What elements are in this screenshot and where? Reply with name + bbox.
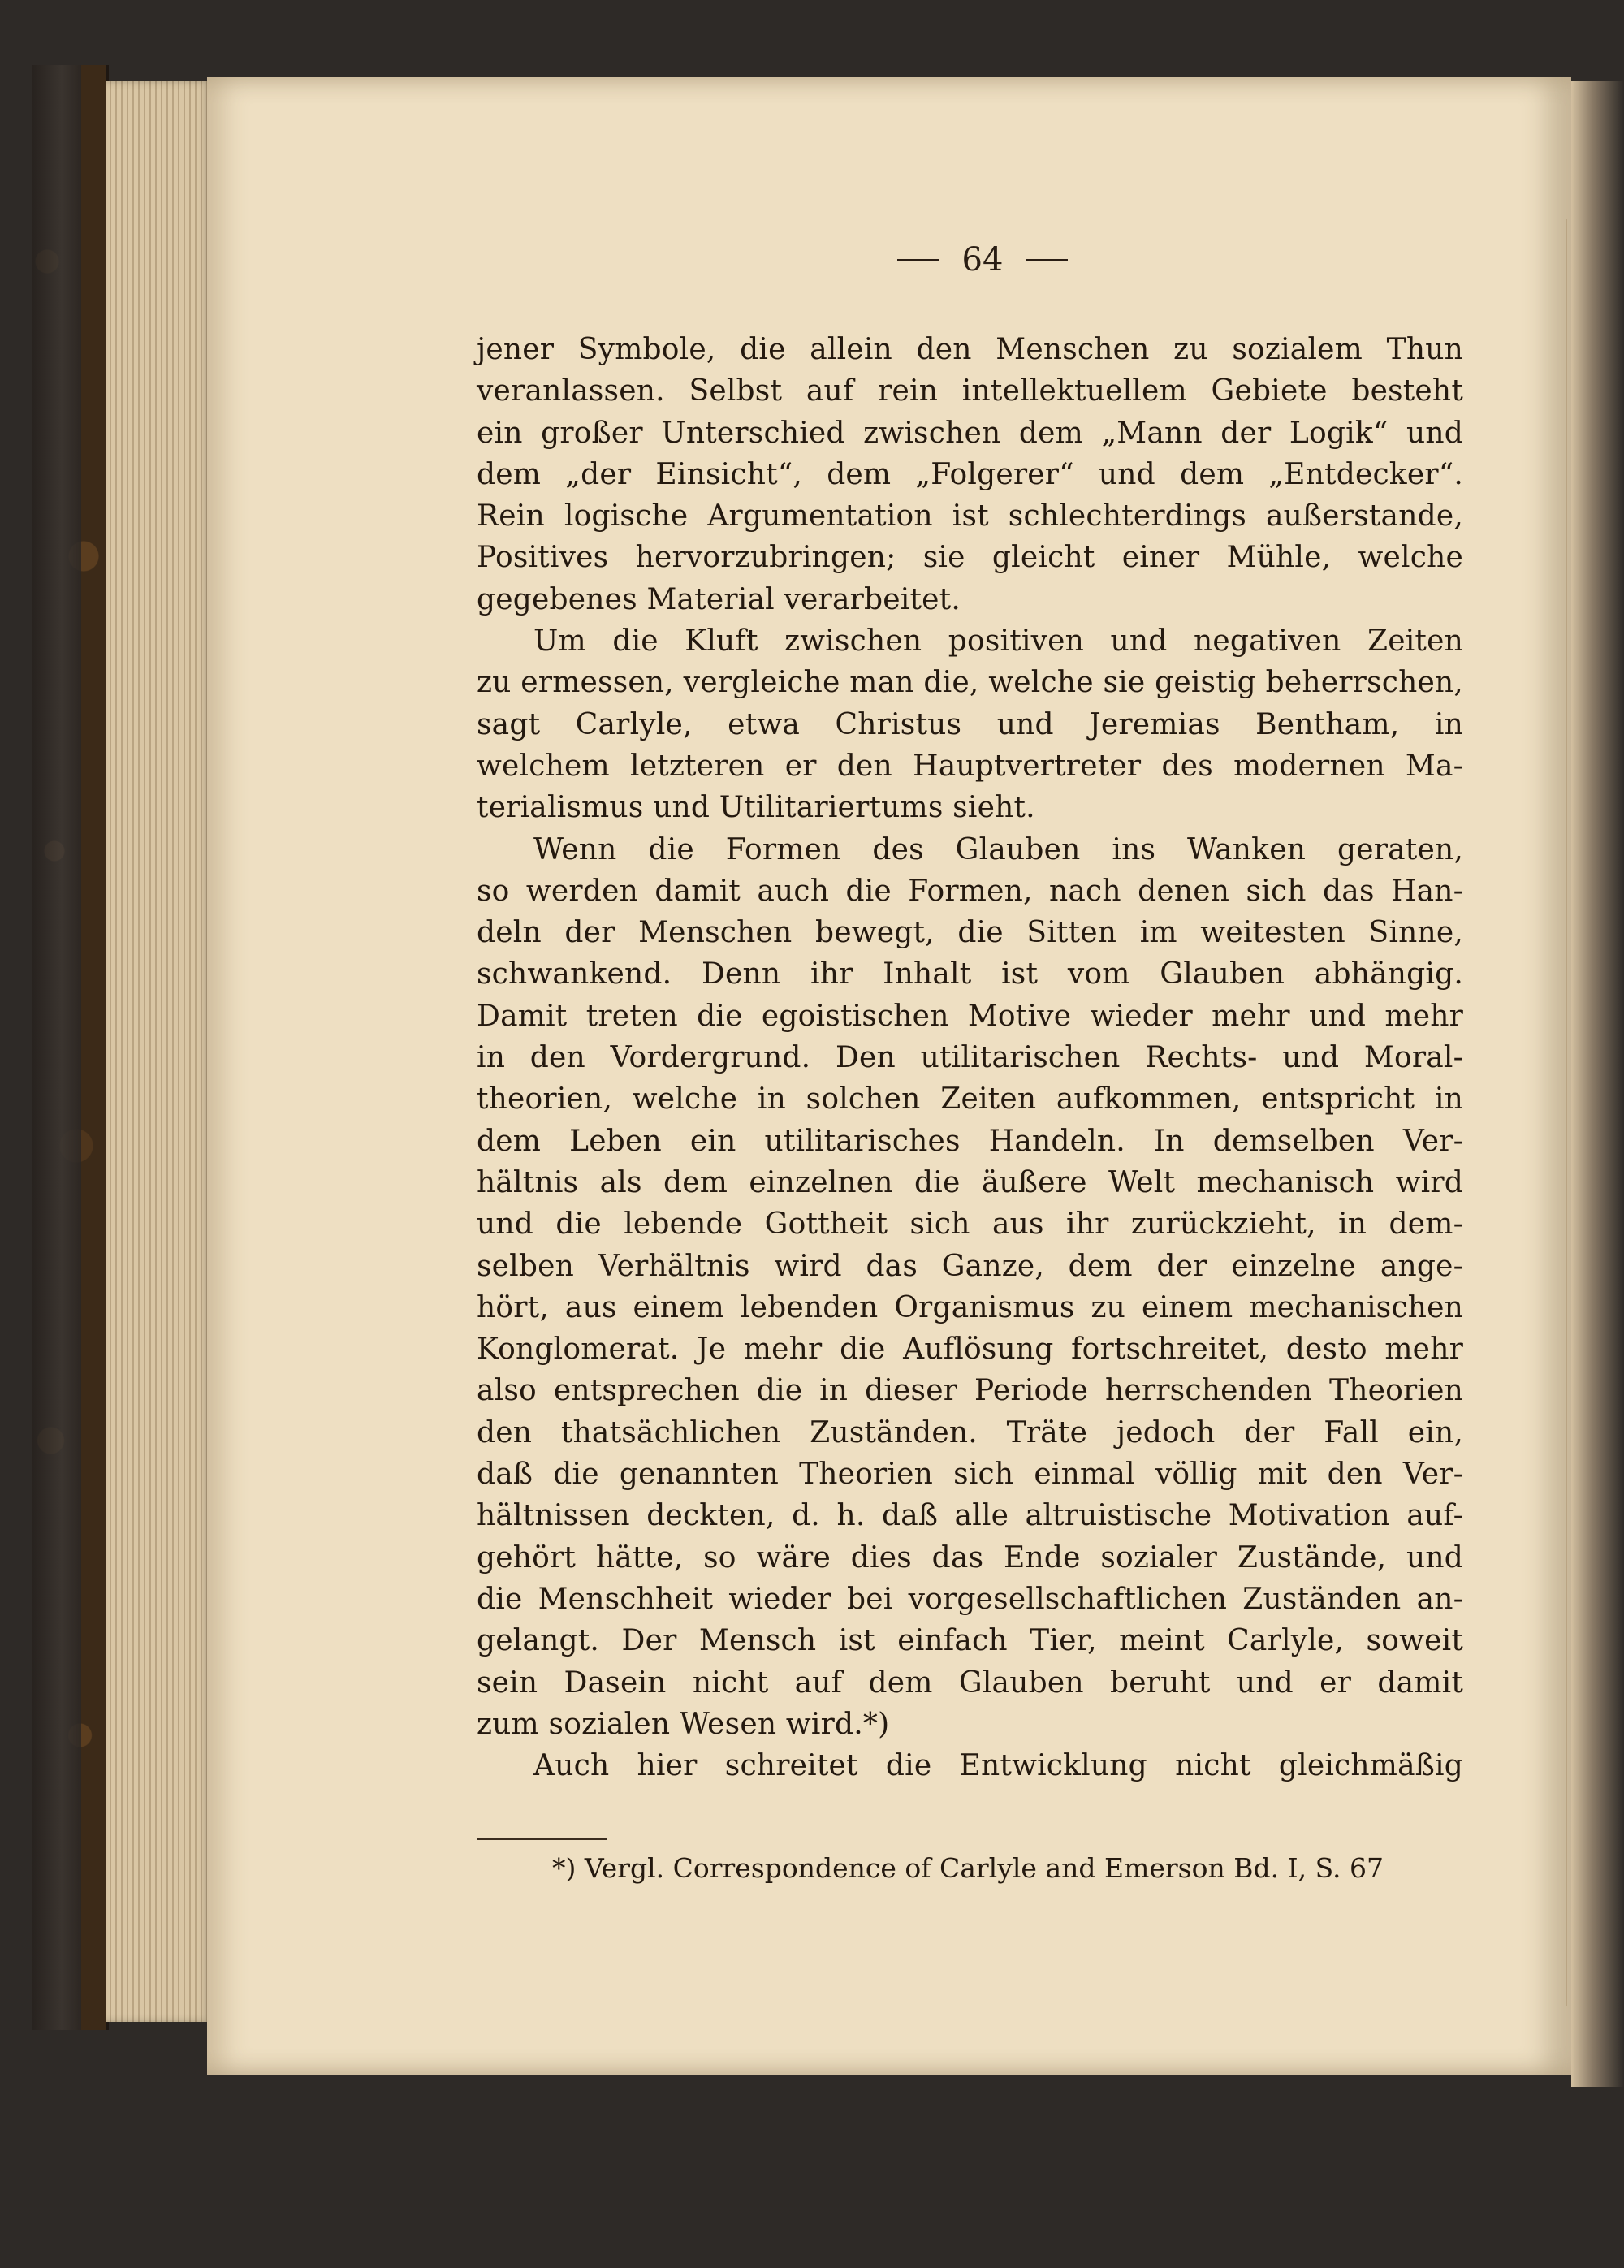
text-line: zum sozialen Wesen wird.*) (477, 1707, 890, 1741)
text-line: in den Vordergrund. Den utilitarischen Rechts- und Moral- (477, 1041, 1463, 1075)
right-page-edge (1571, 81, 1624, 2087)
text-line: schwankend. Denn ihr Inhalt ist vom Glauben abhängig. (477, 957, 1463, 991)
text-line: welchem letzteren er den Hauptvertreter des modernen Ma- (477, 749, 1463, 783)
text-line: deln der Menschen bewegt, die Sitten im weitesten Sinne, (477, 916, 1463, 950)
text-line: jener Symbole, die allein den Menschen zu sozialem Thun (477, 333, 1463, 366)
footnote-separator (477, 1838, 607, 1840)
page-gutter (1566, 219, 1567, 2006)
text-line: hört, aus einem lebenden Organismus zu einem mechanischen (477, 1290, 1463, 1324)
text-line: und die lebende Gottheit sich aus ihr zurückzieht, in dem- (477, 1207, 1463, 1242)
text-line: Damit treten die egoistischen Motive wieder mehr und mehr (477, 999, 1463, 1033)
page-header (820, 235, 1145, 284)
text-line: sagt Carlyle, etwa Christus und Jeremias Bentham, in (477, 707, 1463, 741)
text-line: theorien, welche in solchen Zeiten aufkommen, entspricht in (477, 1082, 1463, 1117)
footnote: *) Vergl. Correspondence of Carlyle and Emerson Bd. I, S. 67 (552, 1852, 1384, 1884)
text-line: Positives hervorzubringen; sie gleicht einer Mühle, welche (477, 541, 1463, 575)
text-line: hältnissen deckten, d. h. daß alle altruistische Motivation auf- (477, 1499, 1463, 1533)
header-dash-left (897, 259, 939, 261)
text-line: den thatsächlichen Zuständen. Träte jedoch der Fall ein, (477, 1415, 1463, 1449)
text-line: gehört hätte, so wäre dies das Ende sozialer Zustände, und (477, 1540, 1463, 1575)
text-line: Rein logische Argumentation ist schlechterdings außerstande, (477, 499, 1463, 534)
text-line: Auch hier schreitet die Entwicklung nicht gleichmäßig (533, 1749, 1463, 1783)
text-line: also entsprechen die in dieser Periode herrschenden Theorien (477, 1374, 1463, 1408)
text-line: hältnis als dem einzelnen die äußere Welt mechanisch wird (477, 1165, 1463, 1199)
text-line: gelangt. Der Mensch ist einfach Tier, meint Carlyle, soweit (477, 1624, 1463, 1658)
text-line: selben Verhältnis wird das Ganze, dem der einzelne ange- (477, 1249, 1463, 1283)
paragraph (477, 829, 1463, 1746)
header-dash-right (1026, 259, 1068, 261)
text-line: veranlassen. Selbst auf rein intellektuellem Gebiete besteht (477, 374, 1463, 408)
text-line: Wenn die Formen des Glauben ins Wanken geraten, (533, 832, 1463, 866)
text-line: dem „der Einsicht“, dem „Folgerer“ und dem „Entdecker“. (477, 457, 1463, 491)
text-line: zu ermessen, vergleiche man die, welche sie geistig beherrschen, (477, 666, 1463, 700)
text-line: so werden damit auch die Formen, nach denen sich das Han- (477, 874, 1463, 908)
text-line: daß die genannten Theorien sich einmal völlig mit den Ver- (477, 1458, 1463, 1492)
paragraph (477, 329, 1463, 620)
text-line: die Menschheit wieder bei vorgesellschaftlichen Zuständen an- (477, 1582, 1463, 1616)
text-line: Um die Kluft zwischen positiven und negativen Zeiten (533, 624, 1463, 659)
paragraph (477, 1745, 1463, 1786)
paragraph (477, 620, 1463, 828)
text-line: gegebenes Material verarbeitet. (477, 582, 961, 616)
text-line: dem Leben ein utilitarisches Handeln. In demselben Ver- (477, 1124, 1463, 1158)
text-line: terialismus und Utilitariertums sieht. (477, 791, 1035, 825)
page-number: 64 (961, 241, 1004, 279)
page-body-text (477, 329, 1463, 1786)
text-line: ein großer Unterschied zwischen dem „Mann der Logik“ und (477, 416, 1463, 450)
page-stack-edges (106, 81, 211, 2022)
text-line: sein Dasein nicht auf dem Glauben beruht und er damit (477, 1665, 1463, 1700)
book-spine-band (32, 65, 81, 2030)
text-line: Konglomerat. Je mehr die Auflösung fortschreitet, desto mehr (477, 1333, 1463, 1367)
